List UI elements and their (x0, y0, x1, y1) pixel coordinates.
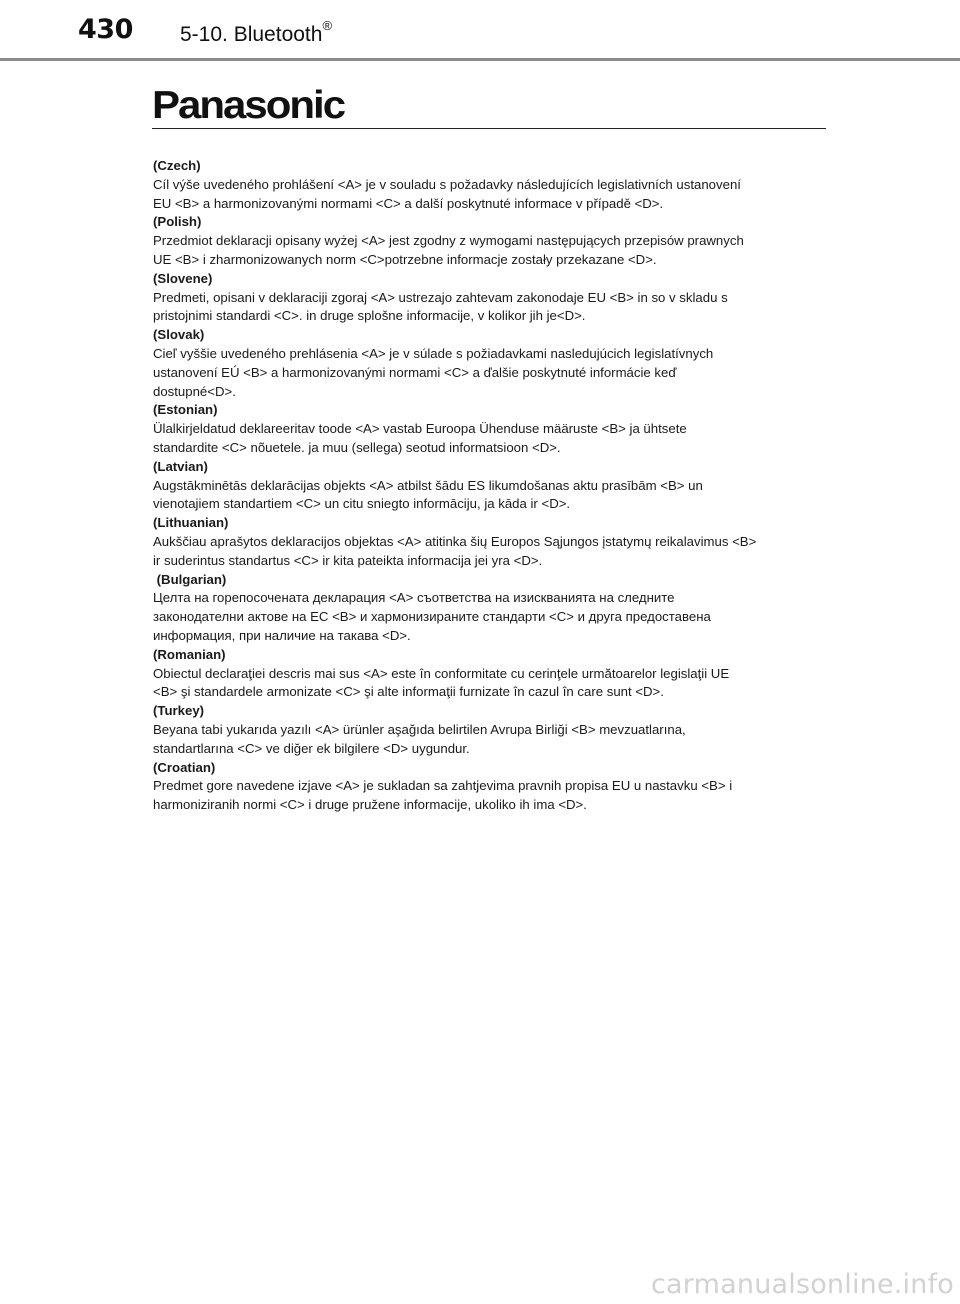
language-section-estonian (153, 401, 813, 457)
language-section-croatian (153, 759, 813, 815)
language-label: (Croatian) (153, 759, 216, 775)
language-label: (Slovak) (153, 327, 205, 343)
page-number: 430 (78, 14, 133, 45)
language-section-polish (153, 213, 813, 269)
language-section-slovak (153, 326, 813, 401)
language-label: (Lithuanian) (153, 515, 229, 531)
language-text: Przedmiot deklaracji opisany wyżej <A> jest zgodny z wymogami następujących przepisów prawnych UE <B> i zharmonizowanych norm <C>potrzebne informacje zostały przekazane <D>. (153, 233, 744, 267)
registered-mark: ® (322, 18, 333, 33)
language-section-latvian (153, 458, 813, 514)
language-section-czech (153, 157, 813, 213)
language-section-slovene (153, 270, 813, 326)
language-section-bulgarian (153, 571, 813, 646)
language-section-turkey (153, 702, 813, 758)
language-label: (Latvian) (153, 458, 208, 474)
language-section-lithuanian (153, 514, 813, 570)
language-label: (Czech) (153, 158, 201, 173)
watermark: carmanualsonline.info (651, 1269, 954, 1300)
language-text: Predmeti, opisani v deklaraciji zgoraj <A> ustrezajo zahtevam zakonodaje EU <B> in so v skladu s pristojnimi standardi <C>. in druge splošne informacije, v kolikor jih je<D>. (153, 289, 728, 324)
language-label: (Estonian) (153, 402, 218, 418)
language-text: Beyana tabi yukarıda yazılı <A> ürünler aşağıda belirtilen Avrupa Birliği <B> mevzuatlarına, standartlarına <C> ve diğer ek bilgilere <D> uygundur. (153, 721, 686, 756)
language-section-romanian (153, 646, 813, 702)
section-title (180, 18, 333, 46)
logo-underline-rule (152, 128, 826, 129)
language-label: (Turkey) (153, 703, 205, 719)
language-text: Obiectul declaraţiei descris mai sus <A> este în conformitate cu cerinţele următoarelor legislaţii UE <B> şi standardele armonizate <C> şi alte informaţii furnizate în cazul în care sunt <D>. (153, 665, 730, 700)
page-header (0, 0, 960, 62)
section-title-text: 5-10. Bluetooth (180, 23, 323, 46)
language-text: Predmet gore navedene izjave <A> je sukladan sa zahtjevima pravnih propisa EU u nastavku <B> i harmoniziranih normi <C> i druge pružene informacije, ukoliko ih ima <D>. (153, 778, 733, 813)
panasonic-logo: Panasonic (152, 83, 345, 127)
language-text: Ülalkirjeldatud deklareeritav toode <A> vastab Euroopa Ühenduse määruste <B> ja ühtsete standardite <C> nõuetele. ja muu (sellega) seotud informatsioon <D>. (153, 421, 687, 455)
language-text: Cieľ vyššie uvedeného prehlásenia <A> je v súlade s požiadavkami nasledujúcich legislatívnych ustanovení EÚ <B> a harmonizovanými normami <C> a ďalšie poskytnuté informácie keď dostupné<D>. (153, 345, 714, 399)
declaration-content (153, 157, 813, 815)
language-text: Aukščiau aprašytos deklaracijos objektas <A> atitinka šių Europos Sąjungos įstatymų reikalavimus <B> ir suderintus standartus <C> ir kita pateikta informacija jei yra <D>. (153, 533, 757, 568)
language-text: Augstākminētās deklarācijas objekts <A> atbilst šādu ES likumdošanas aktu prasībām <B> un vienotajiem standartiem <C> un citu sniegto informāciju, ja kāda ir <D>. (153, 477, 703, 512)
language-text: Целта на горепосочената декларация <A> съответства на изискванията на следните законодателни актове на ЕС <B> и хармонизираните стандарти <C> и друга предоставена информация, при наличие на такава <D>. (153, 590, 711, 643)
language-label: (Bulgarian) (153, 571, 227, 587)
language-text: Cíl výše uvedeného prohlášení <A> je v souladu s požadavky následujících legislativních ustanovení EU <B> a harmonizovanými normami <C> a další poskytnuté informace v případě <D>. (153, 176, 741, 211)
language-label: (Romanian) (153, 646, 226, 662)
language-label: (Polish) (153, 214, 202, 230)
header-rule (0, 58, 960, 61)
language-label: (Slovene) (153, 270, 213, 286)
